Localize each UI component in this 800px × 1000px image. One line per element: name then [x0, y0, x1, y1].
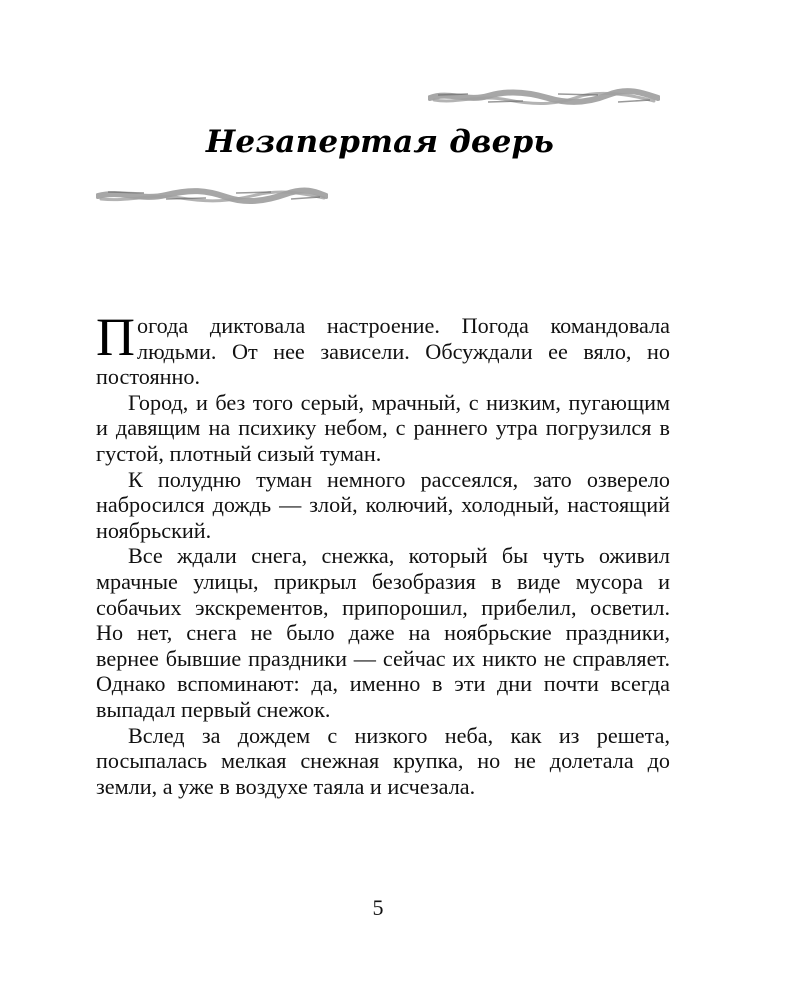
paragraph-3: К полудню туман немного рассеялся, зато озверело набросился дождь — злой, колючий, холодный, настоящий ноябрьский.	[96, 466, 670, 543]
chapter-title: Незапертая дверь	[205, 124, 555, 160]
paragraph-1-text: огода диктовала настроение. Погода командовала людьми. От нее зависели. Обсуждали ее вяло, но постоянно.	[96, 313, 670, 390]
chapter-text	[96, 307, 670, 799]
paragraph-5: Вслед за дождем с низкого неба, как из решета, посыпалась мелкая снежная крупка, но не долетала до земли, а уже в воздухе таяла и исчезала.	[96, 722, 670, 799]
paragraph-1	[96, 307, 670, 390]
page-number: 5	[372, 895, 384, 920]
paragraph-4: Все ждали снега, снежка, который бы чуть оживил мрачные улицы, прикрыл безобразия в виде мусора и собачьих экскрементов, припорошил, прибелил, осветил. Но нет, снега не было даже на ноябрьские праздники, вернее бывшие праздники — сейчас их никто не справляет. Однако вспоминают: да, именно в эти дни почти всегда выпадал первый снежок.	[96, 543, 670, 722]
drop-cap: П	[96, 307, 135, 367]
decorative-ornament-bottom	[96, 186, 328, 206]
decorative-ornament-top	[428, 88, 660, 108]
paragraph-2: Город, и без того серый, мрачный, с низким, пугающим и давящим на психику небом, с раннего утра погрузился в густой, плотный сизый туман.	[96, 389, 670, 466]
